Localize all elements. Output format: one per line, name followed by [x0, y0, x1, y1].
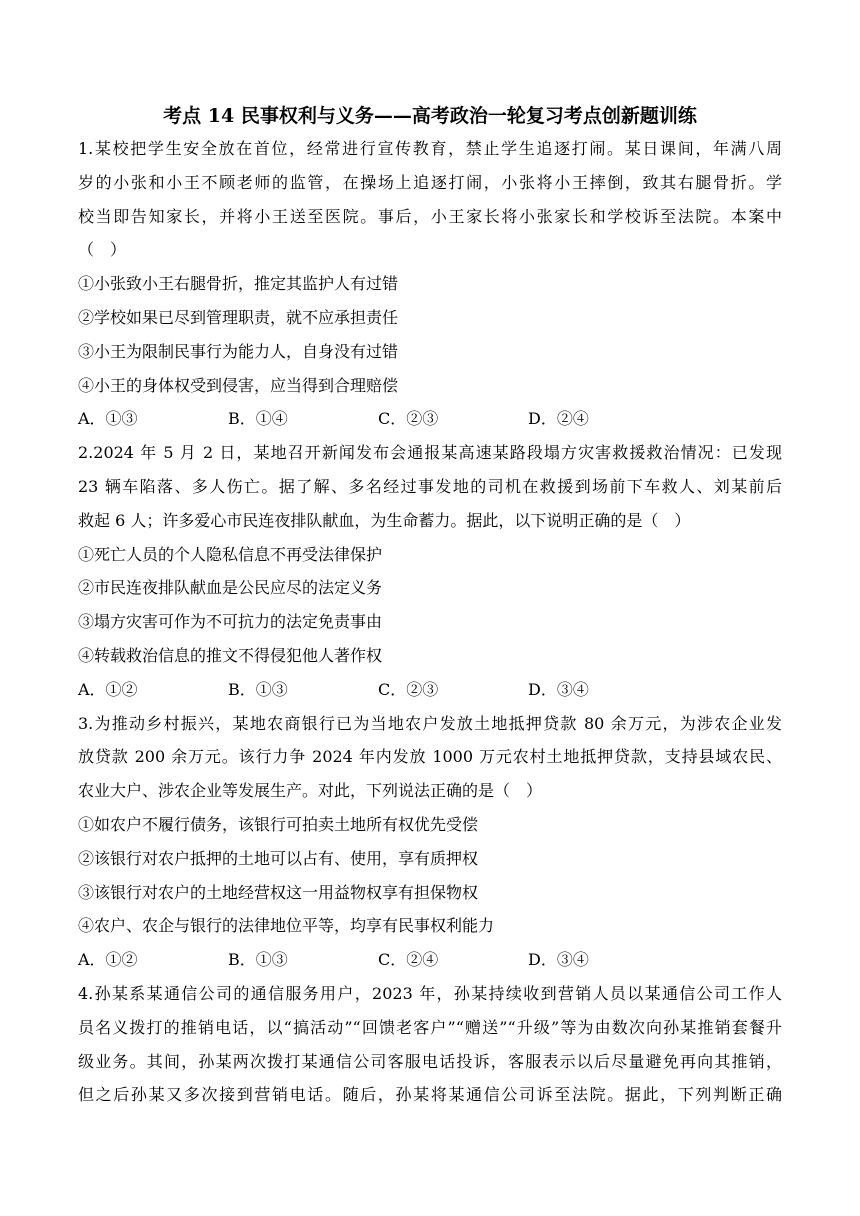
- statement-option: ①死亡人员的个人隐私信息不再受法律保护: [78, 544, 383, 564]
- statement-option: ①小张致小王右腿骨折，推定其监护人有过错: [78, 274, 399, 294]
- answer-choice-b: B．①④: [228, 409, 288, 429]
- answer-choices: [78, 943, 782, 977]
- answer-choice-d: D．③④: [528, 679, 589, 699]
- page-title: 考点 14 民事权利与义务——高考政治一轮复习考点创新题训练: [163, 105, 697, 127]
- question-stem-line: 4.孙某系某通信公司的通信服务用户，2023 年，孙某持续收到营销人员以某通信公司工作人: [78, 983, 782, 1003]
- statement-option: ④转载救治信息的推文不得侵犯他人著作权: [78, 645, 383, 665]
- question-stem-line: 员名义拨打的推销电话，以“搞活动”“回馈老客户”“赠送”“升级”等为由数次向孙某推销套餐升: [78, 1017, 782, 1037]
- answer-choice-a: A．①③: [78, 409, 138, 429]
- question-stem-line: 3.为推动乡村振兴，某地农商银行已为当地农户发放土地抵押贷款 80 余万元，为涉农企业发: [78, 713, 782, 733]
- question-stem-line: 级业务。其间，孙某两次拨打某通信公司客服电话投诉，客服表示以后尽量避免再向其推销，: [78, 1051, 782, 1071]
- question-stem-line: （ ）: [78, 240, 127, 260]
- question-4: [78, 977, 782, 1112]
- answer-choice-d: D．②④: [528, 409, 589, 429]
- answer-choice-b: B．①③: [228, 950, 288, 970]
- answer-choice-d: D．③④: [528, 950, 589, 970]
- answer-choice-c: C．②③: [378, 409, 439, 429]
- question-stem-line: 2.2024 年 5 月 2 日，某地召开新闻发布会通报某高速某路段塌方灾害救援救治情况：已发现: [78, 443, 782, 463]
- question-stem-line: 岁的小张和小王不顾老师的监管，在操场上追逐打闹，小张将小王摔倒，致其右腿骨折。学: [78, 172, 782, 192]
- document-page: [78, 100, 782, 1112]
- question-stem-line: 1.某校把学生安全放在首位，经常进行宣传教育，禁止学生追逐打闹。某日课间，年满八周: [78, 139, 782, 158]
- answer-choices: [78, 402, 782, 436]
- question-3: [78, 707, 782, 977]
- answer-choices: [78, 673, 782, 707]
- answer-choice-a: A．①②: [78, 679, 138, 699]
- question-stem-line: 救起 6 人；许多爱心市民连夜排队献血，为生命蓄力。据此，以下说明正确的是（ ）: [78, 510, 691, 530]
- statement-option: ②学校如果已尽到管理职责，就不应承担责任: [78, 307, 399, 327]
- statement-option: ④小王的身体权受到侵害，应当得到合理赔偿: [78, 375, 399, 395]
- question-stem-line: 放贷款 200 余万元。该行力争 2024 年内发放 1000 万元农村土地抵押贷款，支持县域农民、: [78, 747, 782, 767]
- answer-choice-b: B．①③: [228, 679, 288, 699]
- question-stem-line: 校当即告知家长，并将小王送至医院。事后，小王家长将小张家长和学校诉至法院。本案中: [78, 206, 782, 226]
- statement-option: ②该银行对农户抵押的土地可以占有、使用，享有质押权: [78, 848, 479, 868]
- statement-option: ③该银行对农户的土地经营权这一用益物权享有担保物权: [78, 882, 479, 902]
- answer-choice-c: C．②③: [378, 679, 439, 699]
- statement-option: ③小王为限制民事行为能力人，自身没有过错: [78, 341, 399, 361]
- answer-choice-a: A．①②: [78, 950, 138, 970]
- question-2: [78, 436, 782, 706]
- statement-option: ④农户、农企与银行的法律地位平等，均享有民事权利能力: [78, 916, 495, 936]
- question-stem-line: 但之后孙某又多次接到营销电话。随后，孙某将某通信公司诉至法院。据此，下列判断正确: [78, 1085, 782, 1105]
- question-1: [78, 132, 782, 436]
- answer-choice-c: C．②④: [378, 950, 439, 970]
- statement-option: ③塌方灾害可作为不可抗力的法定免责事由: [78, 612, 383, 632]
- statement-option: ①如农户不履行债务，该银行可拍卖土地所有权优先受偿: [78, 814, 479, 834]
- question-stem-line: 23 辆车陷落、多人伤亡。据了解、多名经过事发地的司机在救援到场前下车救人、刘某前后: [78, 476, 782, 496]
- question-stem-line: 农业大户、涉农企业等发展生产。对此，下列说法正确的是（ ）: [78, 781, 543, 801]
- statement-option: ②市民连夜排队献血是公民应尽的法定义务: [78, 578, 383, 598]
